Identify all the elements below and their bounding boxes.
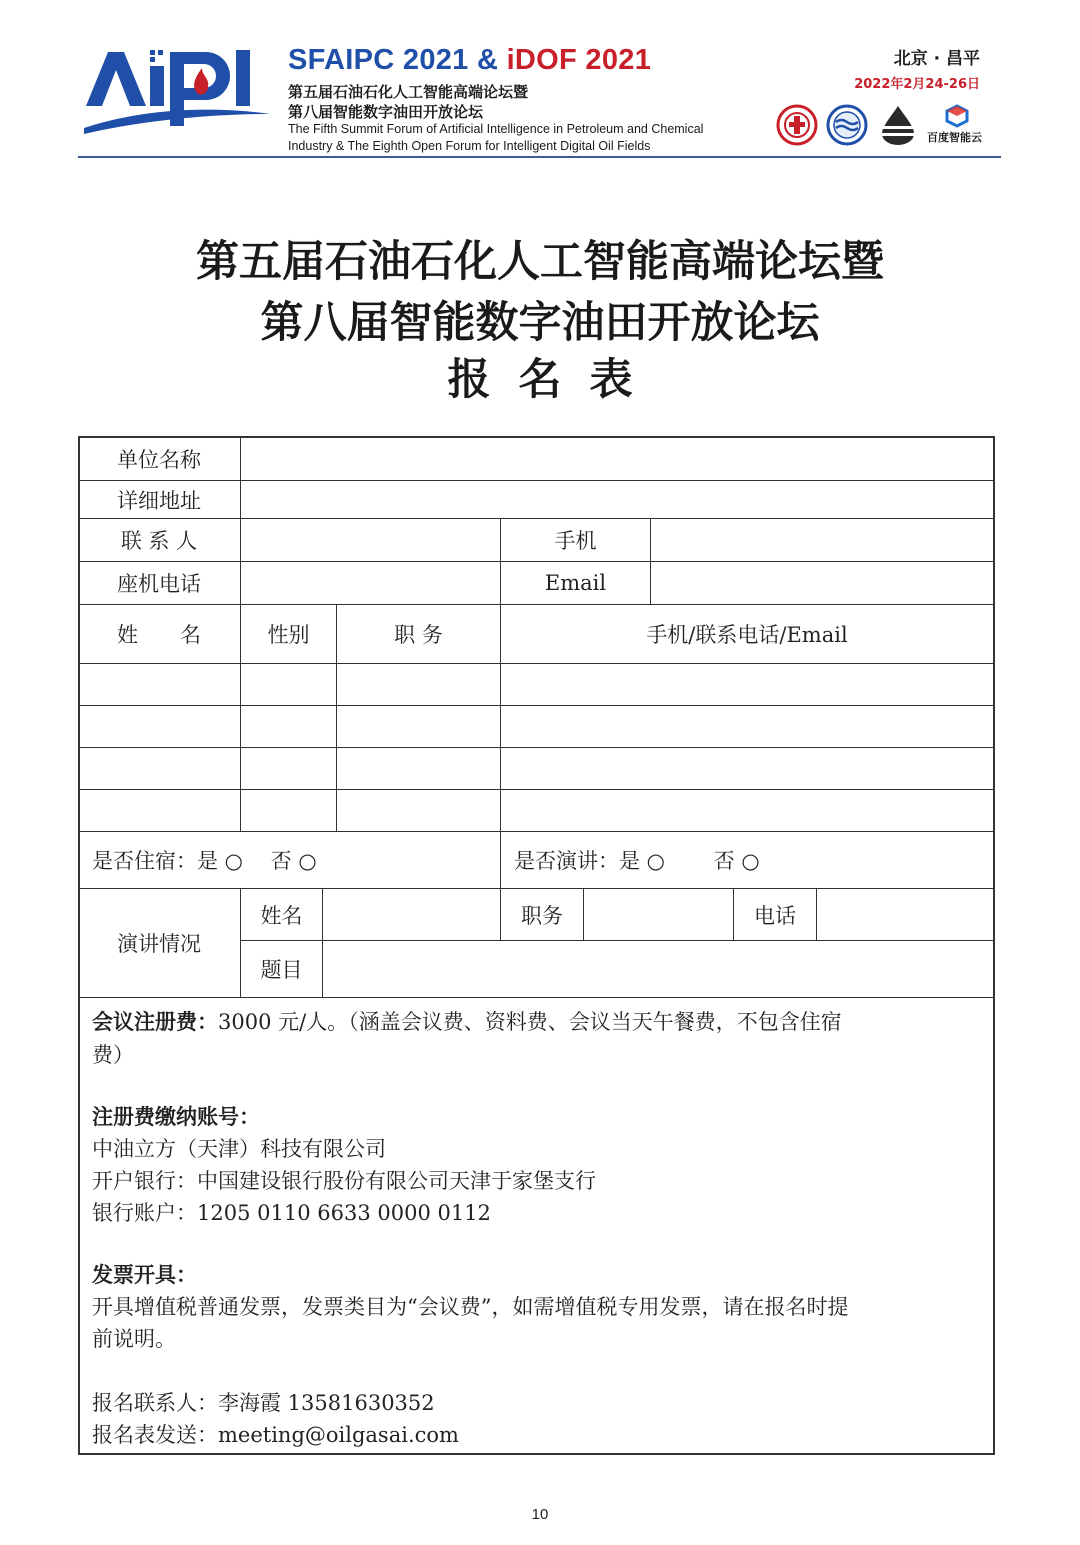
registration-form: [78, 436, 995, 1455]
form-border-bottom: [78, 1453, 995, 1455]
landline-field[interactable]: [241, 562, 500, 604]
forum-en-line1: The Fifth Summit Forum of Artificial Intelligence in Petroleum and Chemical: [288, 122, 704, 136]
speech-phone-label: 电话: [754, 903, 796, 928]
forum-cn-line1: 第五届石油石化人工智能高端论坛暨: [288, 83, 529, 101]
form-title-registration: 报名表: [447, 355, 661, 405]
invoice-text-cont: 前说明。: [92, 1327, 176, 1351]
speech-info-label: 演讲情况: [117, 932, 201, 956]
account-bank: 开户银行：中国建设银行股份有限公司天津于家堡支行: [92, 1169, 596, 1193]
speech-question[interactable]: 是否演讲：是 ○ 否 ○: [514, 849, 760, 873]
org-name-label: 单位名称: [117, 448, 201, 472]
account-number: 银行账户：1205 0110 6633 0000 0112: [92, 1201, 491, 1225]
col-rule: [500, 831, 501, 888]
event-date: 2022年2月24-26日: [854, 77, 980, 92]
speech-name-label: 姓名: [260, 903, 303, 928]
baidu-cloud-label: 百度智能云: [927, 131, 982, 144]
registration-contact: 报名联系人：李海霞 13581630352: [92, 1391, 435, 1415]
attendee-col-contact: 手机/联系电话/Email: [646, 623, 848, 647]
email-field[interactable]: [651, 562, 993, 604]
mobile-label: 手机: [554, 529, 597, 553]
header-rule: [78, 156, 1001, 158]
form-title-line1: 第五届石油石化人工智能高端论坛暨: [196, 237, 884, 287]
speech-position-field[interactable]: [584, 889, 733, 940]
registration-email[interactable]: 报名表发送：meeting@oilgasai.com: [92, 1423, 459, 1447]
account-company: 中油立方（天津）科技有限公司: [92, 1137, 386, 1161]
attendee-row[interactable]: [80, 790, 993, 831]
fee-line: [92, 1006, 842, 1036]
form-title-line2: 第八届智能数字油田开放论坛: [260, 298, 820, 348]
account-title: 注册费缴纳账号：: [92, 1105, 260, 1129]
speech-name-field[interactable]: [323, 889, 500, 940]
partner-logo-blue-wave-icon: [826, 104, 868, 146]
idof-label: iDOF 2021: [506, 44, 652, 76]
page-header: [0, 0, 1080, 160]
row-rule: [78, 997, 995, 998]
contact-field[interactable]: [241, 519, 500, 561]
speech-phone-field[interactable]: [817, 889, 993, 940]
sfaipc-label: SFAIPC 2021 &: [288, 44, 499, 76]
fee-text-cont: 费）: [92, 1043, 134, 1067]
mobile-field[interactable]: [651, 519, 993, 561]
forum-title-en: [288, 44, 651, 77]
attendee-col-name: 姓 名: [117, 623, 201, 647]
forum-en-line2: Industry & The Eighth Open Forum for Intelligent Digital Oil Fields: [288, 139, 651, 153]
attendee-col-gender: 性别: [267, 623, 310, 647]
event-location: 北京 · 昌平: [893, 49, 980, 69]
org-name-field[interactable]: [241, 438, 993, 480]
aipi-logo: [84, 44, 270, 140]
forum-cn-line2: 第八届智能数字油田开放论坛: [288, 103, 484, 121]
speech-topic-label: 题目: [260, 958, 303, 982]
partner-logo-drop-icon: [876, 104, 920, 146]
attendee-row[interactable]: [80, 664, 993, 705]
attendee-col-position: 职 务: [394, 623, 443, 647]
invoice-text: 开具增值税普通发票，发票类目为“会议费”，如需增值税专用发票，请在报名时提: [92, 1295, 849, 1319]
landline-label: 座机电话: [117, 572, 201, 596]
partner-logo-red-seal-icon: [776, 104, 818, 146]
fee-title: 会议注册费：: [92, 1010, 218, 1034]
attendee-row[interactable]: [80, 706, 993, 747]
page-number: 10: [531, 1506, 549, 1523]
attendee-row[interactable]: [80, 748, 993, 789]
address-field[interactable]: [241, 481, 993, 518]
email-label: Email: [544, 571, 607, 595]
contact-label: 联 系 人: [120, 529, 198, 553]
form-border-right: [993, 436, 995, 1455]
address-label: 详细地址: [117, 488, 201, 513]
speech-position-label: 职务: [521, 903, 563, 928]
invoice-title: 发票开具：: [92, 1263, 197, 1287]
lodging-question[interactable]: 是否住宿：是 ○ 否 ○: [92, 849, 317, 873]
fee-text: 3000 元/人。（涵盖会议费、资料费、会议当天午餐费，不包含住宿: [218, 1010, 842, 1034]
speech-topic-field[interactable]: [323, 941, 993, 997]
baidu-cloud-icon: [944, 104, 970, 128]
